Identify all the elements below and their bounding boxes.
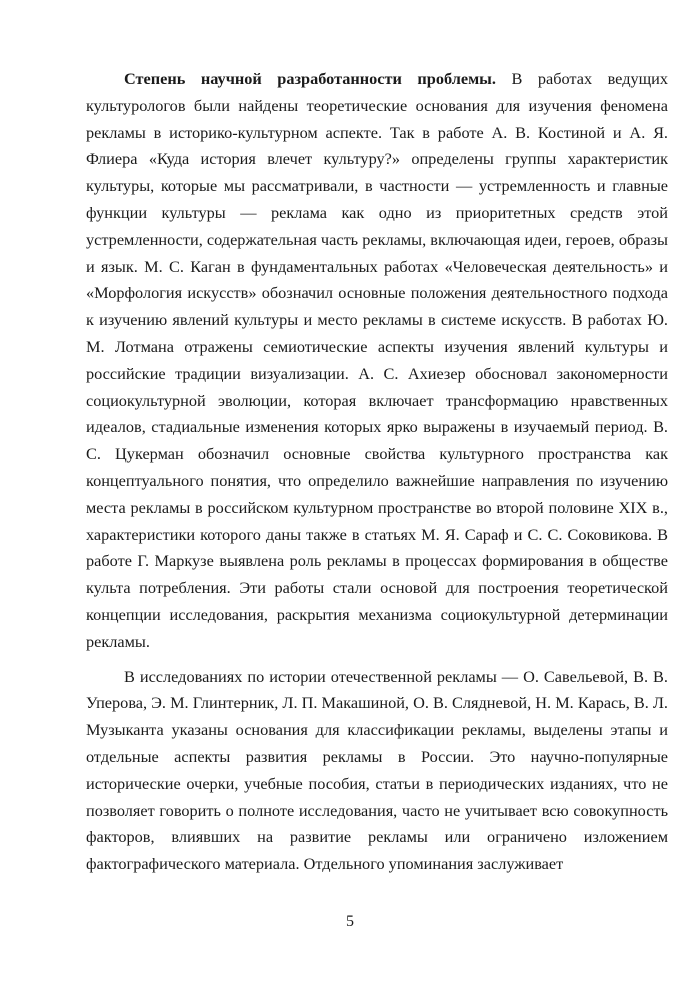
paragraph-lead-heading: Степень научной разработанности проблемы.	[124, 69, 496, 88]
body-text	[86, 66, 668, 886]
paragraph-research-degree	[86, 66, 668, 656]
paragraph-body: В исследованиях по истории отечественной рекламы — О. Савельевой, В. В. Уперова, Э. М. Глинтерник, Л. П. Макашиной, О. В. Слядневой, Н. М. Карась, В. Л. Музыканта указаны основания для классификации рекламы, выделены этапы и отдельные аспекты развития рекламы в России. Это научно-популярные исторические очерки, учебные пособия, статьи в периодических изданиях, что не позволяет говорить о полноте исследования, часто не учитывает всю совокупность факторов, влиявших на развитие рекламы или ограничено изложением фактографического материала. Отдельного упоминания заслуживает	[86, 666, 668, 874]
page-number: 5	[346, 913, 354, 930]
paragraph-domestic-studies	[86, 664, 668, 878]
paragraph-body: В работах ведущих культурологов были найдены теоретические основания для изучения феномена рекламы в историко-культурном аспекте. Так в работе А. В. Костиной и А. Я. Флиера «Куда история влечет культуру?» определены группы характеристик культуры, которые мы рассматривали, в частности — устремленность и главные функции культуры — реклама как одно из приоритетных средств этой устремленности, содержательная часть рекламы, включающая идеи, героев, образы и язык. М. С. Каган в фундаментальных работах «Человеческая деятельность» и «Морфология искусств» обозначил основные положения деятельностного подхода к изучению явлений культуры и место рекламы в системе искусств. В работах Ю. М. Лотмана отражены семиотические аспекты изучения явлений культуры и российские традиции визуализации. А. С. Ахиезер обосновал закономерности социокультурной эволюции, которая включает трансформацию нравственных идеалов, стадиальные изменения которых ярко выражены в изучаемый период. В. С. Цукерман обозначил основные свойства культурного пространства как концептуального понятия, что определило важнейшие направления по изучению места рекламы в российском культурном пространстве во второй половине XIX в., характеристики которого даны также в статьях М. Я. Сараф и С. С. Соковикова. В работе Г. Маркузе выявлена роль рекламы в процессах формирования в обществе культа потребления. Эти работы стали основой для построения теоретической концепции исследования, раскрытия механизма социокультурной детерминации рекламы.	[86, 69, 669, 651]
